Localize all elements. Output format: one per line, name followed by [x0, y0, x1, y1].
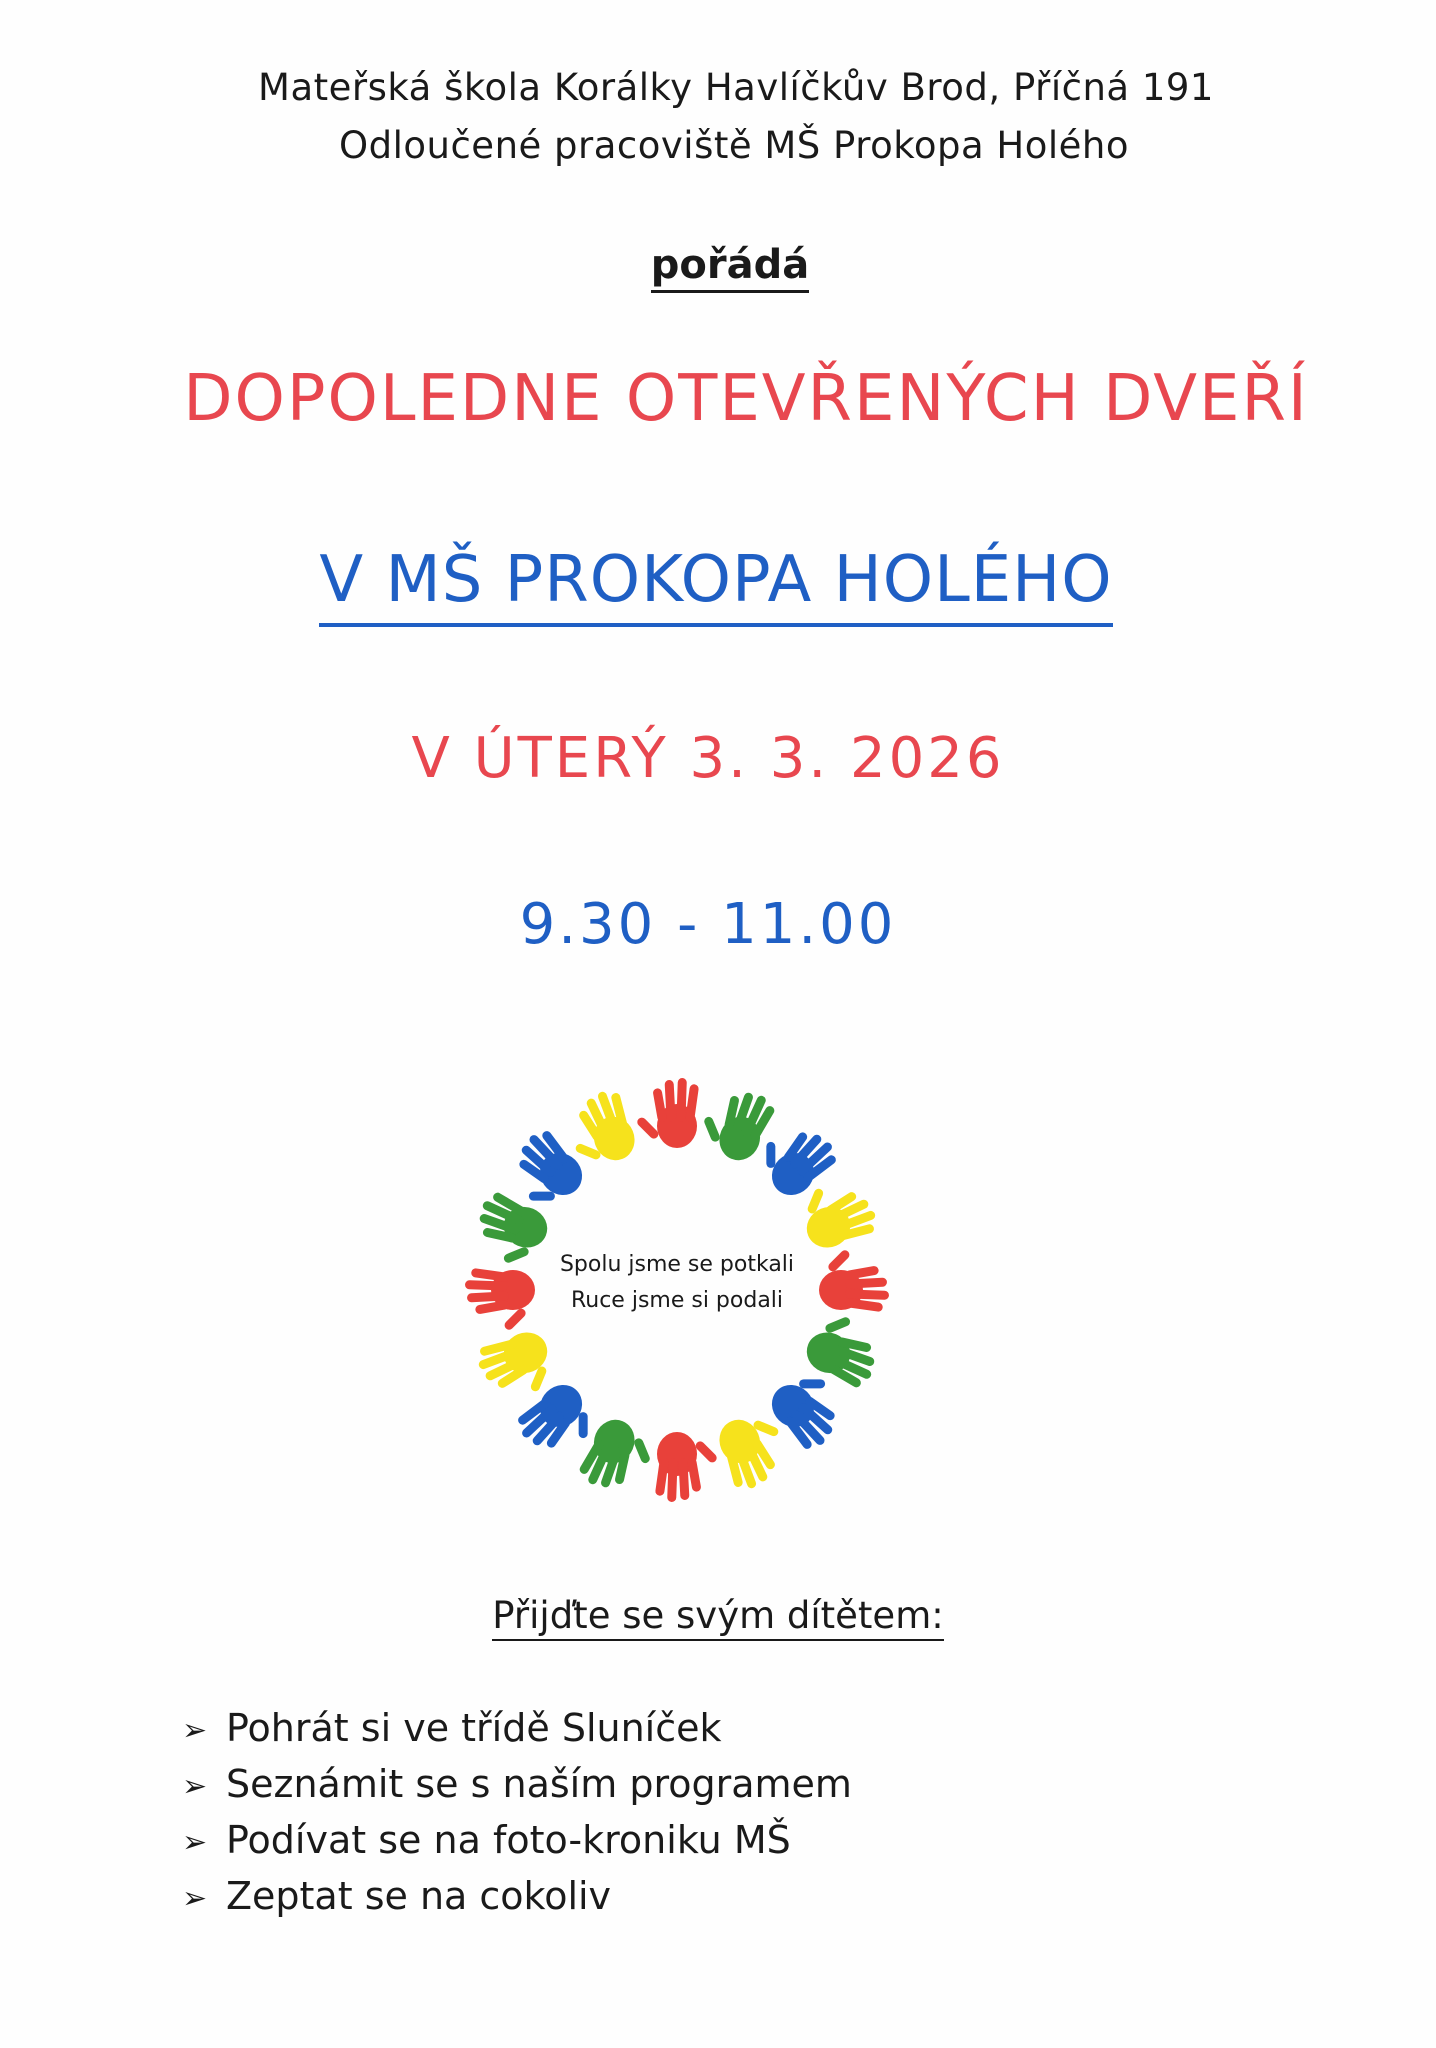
list-item: [182, 1812, 852, 1868]
activity-text: Seznámit se s naším programem: [226, 1762, 852, 1806]
arrow-icon: ➢: [182, 1824, 208, 1860]
activity-text: Podívat se na foto-kroniku MŠ: [226, 1818, 791, 1862]
logo-motto-line-1: Spolu jsme se potkali: [559, 1252, 795, 1277]
arrow-icon: ➢: [182, 1880, 208, 1916]
invite-heading: [0, 1594, 1436, 1637]
hand-icon: [635, 1078, 699, 1148]
hands-circle-logo: [447, 1060, 907, 1520]
hand-icon: [693, 1078, 779, 1167]
event-venue-text: V MŠ PROKOPA HOLÉHO: [319, 543, 1112, 627]
school-name: Mateřská škola Korálky Havlíčkův Brod, Příčná 191: [258, 66, 1214, 109]
activity-text: Zeptat se na cokoliv: [226, 1874, 612, 1918]
arrow-icon: ➢: [182, 1712, 208, 1748]
list-item: [182, 1700, 852, 1756]
arrow-icon: ➢: [182, 1768, 208, 1804]
event-date: V ÚTERÝ 3. 3. 2026: [411, 726, 1005, 791]
event-title: DOPOLEDNE OTEVŘENÝCH DVEŘÍ: [183, 362, 1309, 436]
event-venue: [0, 543, 1434, 617]
activity-list: [182, 1700, 852, 1924]
organizes-label: [12, 242, 1436, 288]
hand-icon: [575, 1413, 661, 1502]
list-item: [182, 1868, 852, 1924]
school-branch: Odloučené pracoviště MŠ Prokopa Holého: [338, 124, 1130, 167]
activity-text: Pohrát si ve třídě Sluníček: [226, 1706, 722, 1750]
hand-icon: [800, 1306, 889, 1392]
hand-icon: [655, 1432, 719, 1502]
logo-motto-line-2: Ruce jsme si podali: [570, 1288, 784, 1313]
invite-heading-text: Přijďte se svým dítětem:: [492, 1594, 943, 1641]
list-item: [182, 1756, 852, 1812]
organizes-text: pořádá: [651, 242, 809, 293]
event-time: 9.30 - 11.00: [519, 892, 897, 957]
